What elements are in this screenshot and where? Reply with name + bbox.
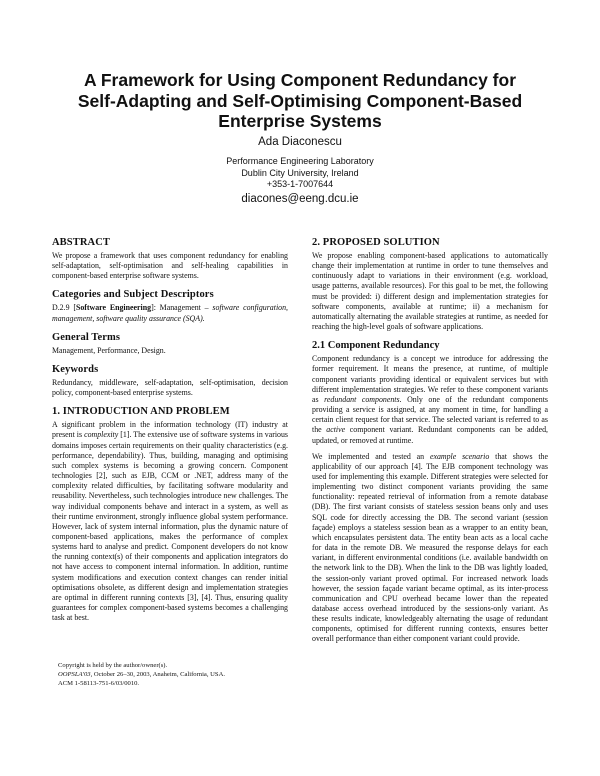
affiliation-lab: Performance Engineering Laboratory [226,156,374,166]
scenario-italic: example scenario [429,451,490,461]
intro-text-italic: complexity [84,430,119,440]
paper-title [40,70,560,132]
categories-heading: Categories and Subject Descriptors [52,289,214,301]
redundancy-text-c: . Only one of the redundant components providing a service is assigned, at any moment in time, for handling a certain client request for that service. The selected variant is referred to as the [312,394,548,435]
abstract-text: We propose a framework that uses component redundancy for enabling self-adaptation, self-optimisation and self-healing capabilities in component-based enterprise software systems. [52,251,288,281]
redundancy-italic-b: redundant components [324,394,400,404]
conference-details: , October 26–30, 2003, Anaheim, California, USA. [90,671,225,679]
keywords-heading: Keywords [52,363,99,375]
general-terms-heading: General Terms [52,331,121,343]
author-name: Ada Diaconescu [258,136,342,148]
categories-text [52,303,288,323]
categories-code: D.2.9 [ [52,303,76,313]
categories-italic: software configuration, management, software quality assurance (SQA). [52,303,289,323]
introduction-text [52,420,288,623]
component-redundancy-paragraph-1 [312,354,548,445]
intro-text-a: A significant problem in the information technology (IT) industry at present is [52,420,288,440]
right-column [312,237,548,645]
copyright-line-1: Copyright is held by the author/owner(s). [58,662,168,669]
proposed-solution-text: We propose enabling component-based applications to automatically change their implementation at runtime in order to tune themselves and continuously adapt to variations in their environment (e.g. workload, usage patterns, available resources). For this goal to be met, the following must be provided: i) different design and implementation strategies for software components, available at runtime; ii) a mechanism for automatically alternating the available strategies at runtime, as needed for reaching the high-level goals of software applications. [312,251,548,332]
intro-text-c: [1]. The extensive use of software systems in various domains imposes certain requirements on their quality characteristics (e.g. performance, dependability). Thus, building, managing and optimising such complex systems is becoming a growing concern. Component technologies [2], such as EJB, CCM or .NET, address many of the complexity related difficulties, by facilitating software modularity and reusability. Nevertheless, such technologies introduce new challenges. The way individual components behave and interact in a system, as well as their runtime environment, strongly influence global system performance. However, lack of system internal information, plus the dynamic nature of component-based applications, makes the performance of complex systems hard to analyse and predict. Component developers do not know the running context(s) of their components and application integrators do not have access to component internal information. In addition, runtime system modifications and execution context changes can render initial optimisations obsolete, as different design and implementation strategies are optimal in different running contexts [3], [4]. Thus, ensuring quality guarantees for complex component-based systems becomes a challenging task at best. [52,430,288,623]
copyright-line-3: ACM 1-58113-751-6/03/0010. [58,680,140,688]
abstract-heading: ABSTRACT [52,237,110,248]
author-email: diacones@eeng.dcu.ie [241,193,359,205]
categories-bold: Software Engineering [75,303,152,313]
affiliation-university: Dublin City University, Ireland [241,167,359,178]
scenario-text-c: that shows the applicability of our approach [4]. The EJB component technology was used for implementing this example. Different strategies were selected for implementing two distinct component variants providing the same functionality: repeated retrieval of information from a remote database (DB). The first variant consists of stateless session beans only and uses SQL code for directly accessing the DB. The second variant (session façade) employs a stateless session bean as a wrapper to an entity bean, which encapsulates persistent data. The entity bean acts as a local cache for data in the remote DB. We measured the response delays for each variant, in different environmental conditions (i.e. available bandwidth on the network link to the DB). When the link to the DB was lightly loaded, the session-only variant proved optimal. For increased network loads however, the session façade variant became optimal, as its inter-process communication and CPU overhead became lower than the repeated database access overhead introduced by the sessions-only variant. As these results indicate, knowledgeably alternating the usage of redundant components, optimised for different running contexts, ensures better overall performance than either component variant could provide. [312,451,549,644]
left-column [52,237,288,623]
keywords-text: Redundancy, middleware, self-adaptation, self-optimisation, decision policy, component-based enterprise systems. [52,377,288,398]
title-line-2: Self-Adapting and Self-Optimising Component-Based [77,90,523,111]
redundancy-italic-d: active [326,425,346,435]
title-line-1: A Framework for Using Component Redundancy for [83,70,517,90]
redundancy-text-a: Component redundancy is a concept we introduce for addressing the former requirement. It means the presence, at runtime, of multiple component variants providing identical or equivalent services but with different implementation strategies. We refer to these component variants as [312,354,548,404]
introduction-heading: 1. INTRODUCTION AND PROBLEM [52,406,230,418]
redundancy-text-e: component variant. Redundant components can be added, updated, or removed at runtime. [312,425,548,445]
title-line-3: Enterprise Systems [218,111,382,131]
copyright-line-2 [58,670,298,679]
affiliation-phone: +353-1-7007644 [266,179,334,189]
copyright-notice [58,661,298,689]
author-affiliation [0,156,600,191]
scenario-text-a: We implemented and tested an [312,451,430,461]
categories-after: ]: Management – [151,303,213,313]
component-redundancy-heading: 2.1 Component Redundancy [312,340,440,352]
proposed-solution-heading: 2. PROPOSED SOLUTION [312,237,440,248]
component-redundancy-paragraph-2 [312,452,548,645]
conference-name: OOPSLA'03 [58,671,91,679]
general-terms-text: Management, Performance, Design. [52,345,166,355]
